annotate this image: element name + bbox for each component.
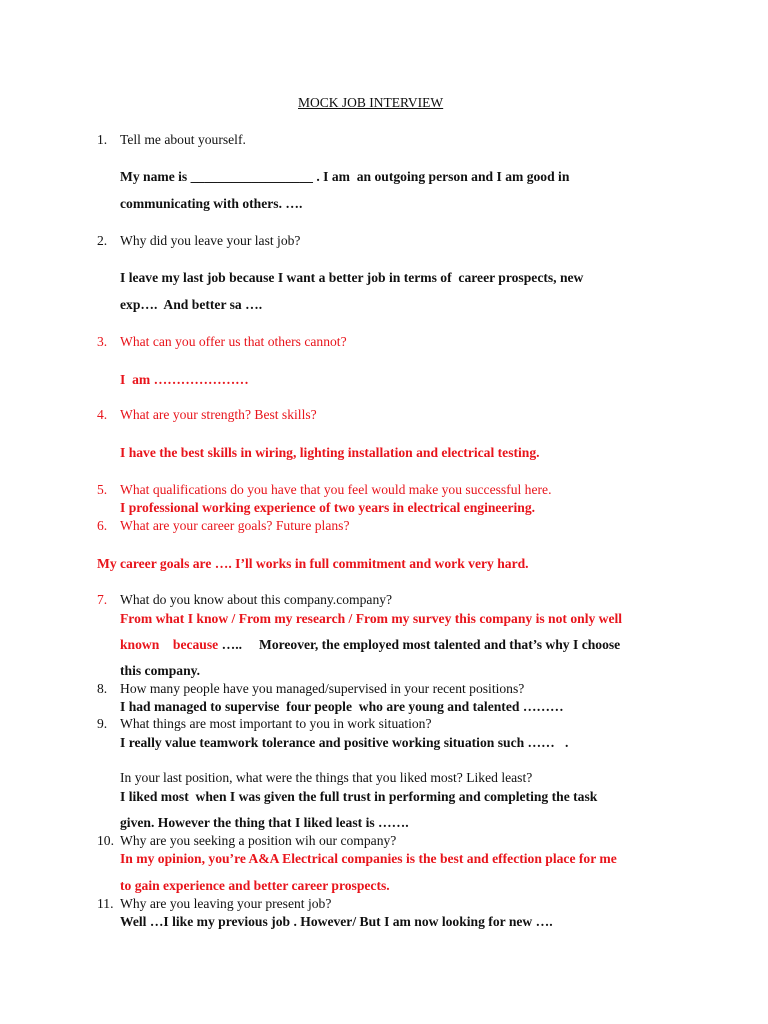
answer-7-known-because: known because	[120, 637, 219, 652]
item-number: 9.	[97, 716, 108, 731]
page-title: MOCK JOB INTERVIEW	[298, 95, 444, 110]
question-5: What qualifications do you have that you feel would make you successful here.	[120, 482, 552, 497]
answer-1-line-1: My name is __________________ . I am an outgoing person and I am good in	[120, 169, 570, 184]
answer-7-line-3: this company.	[120, 663, 201, 678]
answer-7-line-1: From what I know / From my research / From my survey this company is not only well	[120, 611, 623, 626]
item-number: 8.	[97, 681, 108, 696]
question-3: What can you offer us that others cannot?	[120, 334, 347, 349]
question-10: Why are you seeking a position wih our company?	[120, 833, 397, 848]
answer-2-line-1: I leave my last job because I want a better job in terms of career prospects, new	[120, 270, 584, 285]
answer-6-line-1: My career goals are …. I’ll works in full commitment and work very hard.	[97, 556, 529, 571]
answer-7-line-2	[120, 638, 620, 652]
item-number: 7.	[97, 592, 108, 607]
item-number: 4.	[97, 407, 108, 422]
answer-10-line-2: to gain experience and better career prospects.	[120, 878, 390, 893]
item-number: 11.	[97, 896, 114, 911]
question-6: What are your career goals? Future plans?	[120, 518, 350, 533]
question-11: Why are you leaving your present job?	[120, 896, 332, 911]
question-8: How many people have you managed/supervised in your recent positions?	[120, 681, 525, 696]
question-2: Why did you leave your last job?	[120, 233, 301, 248]
item-number: 2.	[97, 233, 108, 248]
item-number: 10.	[97, 833, 114, 848]
answer-7-moreover: ….. Moreover, the employed most talented and that’s why I choose	[218, 637, 621, 652]
answer-5-line-1: I professional working experience of two years in electrical engineering.	[120, 500, 536, 515]
answer-3-line-1: I am …………………	[120, 372, 249, 387]
answer-9b-line-1: I liked most when I was given the full trust in performing and completing the task	[120, 789, 598, 804]
answer-10-line-1: In my opinion, you’re A&A Electrical companies is the best and effection place for me	[120, 851, 617, 866]
answer-1-line-2: communicating with others. ….	[120, 196, 303, 211]
answer-4-line-1: I have the best skills in wiring, lighting installation and electrical testing.	[120, 445, 540, 460]
item-number: 6.	[97, 518, 108, 533]
answer-9-line-1: I really value teamwork tolerance and positive working situation such …… .	[120, 735, 569, 750]
question-4: What are your strength? Best skills?	[120, 407, 317, 422]
answer-2-line-2: exp…. And better sa ….	[120, 297, 263, 312]
question-1: Tell me about yourself.	[120, 132, 246, 147]
question-9b: In your last position, what were the things that you liked most? Liked least?	[120, 770, 533, 785]
question-9: What things are most important to you in work situation?	[120, 716, 432, 731]
answer-9b-line-2: given. However the thing that I liked least is …….	[120, 815, 409, 830]
answer-8-line-1: I had managed to supervise four people who are young and talented ………	[120, 699, 564, 714]
item-number: 5.	[97, 482, 108, 497]
item-number: 3.	[97, 334, 108, 349]
answer-11-line-1: Well …I like my previous job . However/ But I am now looking for new ….	[120, 914, 553, 929]
item-number: 1.	[97, 132, 108, 147]
question-7: What do you know about this company.company?	[120, 592, 393, 607]
